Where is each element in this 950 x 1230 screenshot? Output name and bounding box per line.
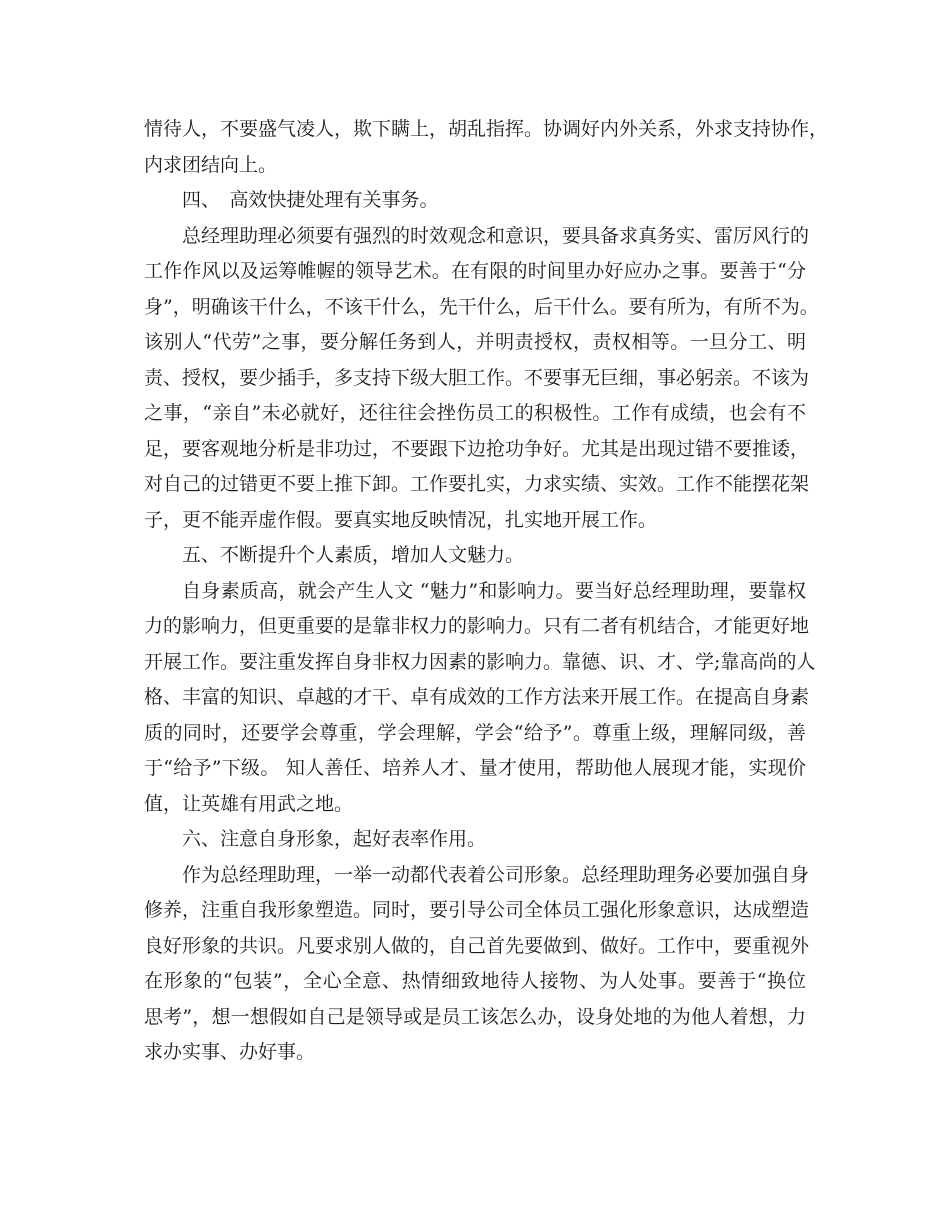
text-line: 思考”，想一想假如自己是领导或是员工该怎么办，设身处地的为他人着想，力 — [144, 1005, 806, 1028]
text-line: 身”，明确该干什么，不该干什么，先干什么，后干什么。要有所为，有所不为。 — [144, 295, 819, 318]
text-line: 自身素质高，就会产生人文 “魅力”和影响力。要当好总经理助理，要靠权 — [182, 579, 806, 602]
text-line: 对自己的过错更不要上推下卸。工作要扎实，力求实绩、实效。工作不能摆花架 — [144, 473, 810, 495]
text-line: 责、授权，要少插手，多支持下级大胆工作。不要事无巨细，事必躬亲。不该为 — [144, 366, 810, 389]
text-line: 工作作风以及运筹帷幄的领导艺术。在有限的时间里办好应办之事。要善于“分 — [144, 260, 806, 282]
text-line: 力的影响力，但更重要的是靠非权力的影响力。只有二者有机结合，才能更好地 — [144, 615, 810, 637]
document-body — [144, 112, 829, 1071]
text-line: 子，更不能弄虚作假。要真实地反映情况，扎实地开展工作。 — [144, 508, 658, 531]
text-line: 总经理助理必须要有强烈的时效观念和意识，要具备求真务实、雷厉风行的 — [182, 224, 810, 247]
text-line: 格、丰富的知识、卓越的才干、卓有成效的工作方法来开展工作。在提高自身素 — [144, 686, 810, 708]
text-line: 六、注意自身形象，起好表率作用。 — [182, 828, 487, 850]
text-line: 值，让英雄有用武之地。 — [144, 792, 354, 815]
text-line: 情待人，不要盛气凌人，欺下瞒上，胡乱指挥。协调好内外关系，外求支持协作， — [144, 118, 829, 140]
text-line: 内求团结向上。 — [144, 153, 278, 176]
text-line: 该别人“代劳”之事，要分解任务到人，并明责授权，责权相等。一旦分工、明 — [144, 331, 806, 353]
text-line: 良好形象的共识。凡要求别人做的，自己首先要做到、做好。工作中，要重视外 — [144, 934, 810, 957]
text-line: 求办实事、办好事。 — [144, 1041, 316, 1063]
text-line: 足，要客观地分析是非功过，不要跟下边抢功争好。尤其是出现过错不要推诿， — [144, 437, 810, 460]
text-line: 四、 高效快捷处理有关事务。 — [182, 189, 439, 211]
text-line: 修养，注重自我形象塑造。同时，要引导公司全体员工强化形象意识，达成塑造 — [144, 899, 810, 921]
text-line: 五、不断提升个人素质，增加人文魅力。 — [182, 544, 525, 566]
text-line: 在形象的“包装”，全心全意、热情细致地待人接物、为人处事。要善于“换位 — [144, 970, 806, 992]
text-line: 之事，“亲自”未必就好，还往往会挫伤员工的积极性。工作有成绩，也会有不 — [144, 402, 806, 424]
text-line: 于“给予”下级。 知人善任、培养人才、量才使用，帮助他人展现才能，实现价 — [144, 757, 806, 779]
text-line: 作为总经理助理，一举一动都代表着公司形象。总经理助理务必要加强自身 — [182, 863, 810, 886]
text-line: 开展工作。要注重发挥自身非权力因素的影响力。靠德、识、才、学;靠高尚的人 — [144, 650, 816, 673]
text-line: 质的同时，还要学会尊重，学会理解，学会“给予”。尊重上级，理解同级，善 — [144, 721, 806, 744]
